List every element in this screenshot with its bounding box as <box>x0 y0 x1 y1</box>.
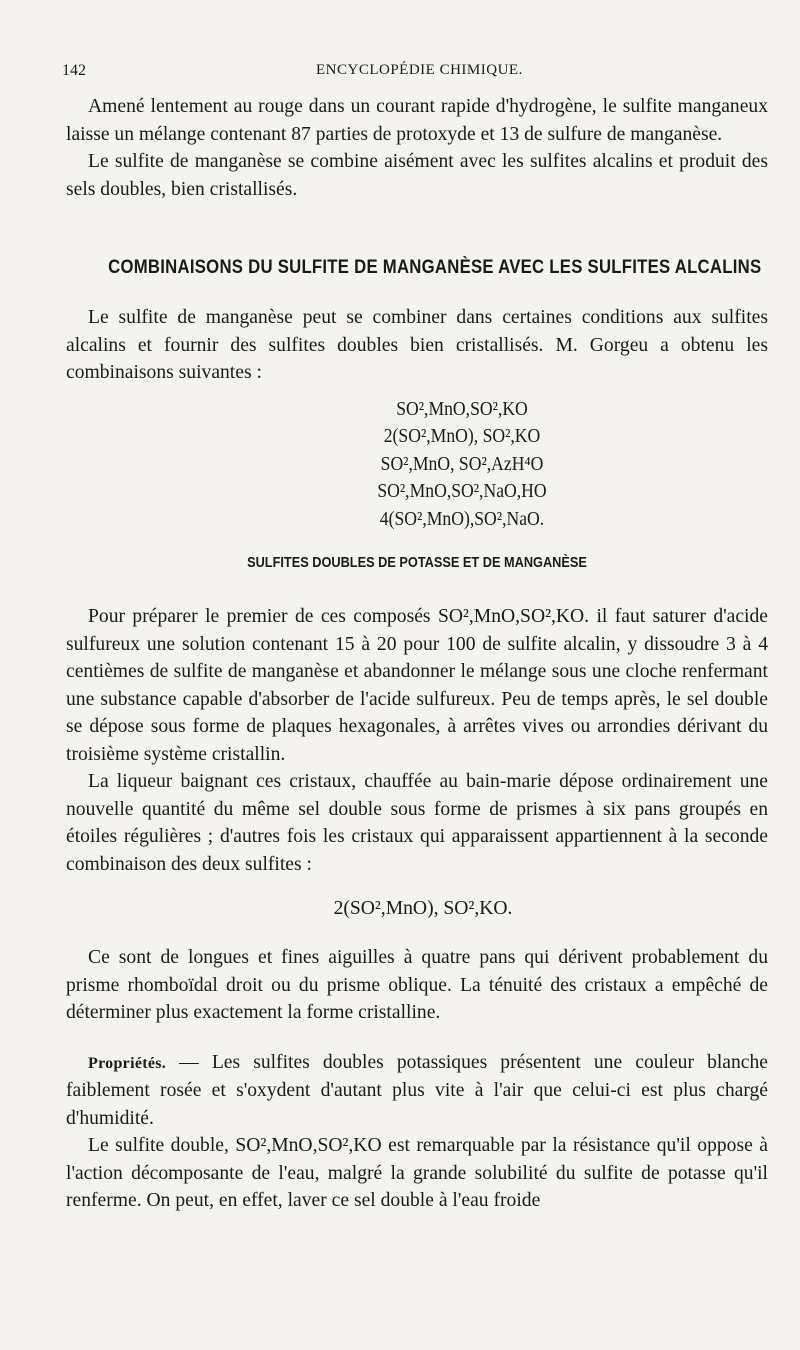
formula-list <box>66 396 768 534</box>
paragraph-double-salts: Le sulfite de manganèse se combine aisément avec les sulfites alcalins et produit des sels doubles, bien cristallisés. <box>66 151 768 200</box>
paragraph-resistance: Le sulfite double, SO²,MnO,SO²,KO est remarquable par la résistance qu'il oppose à l'action décomposante de l'eau, malgré la grande solubilité du sulfite de potasse qu'il renferme. On peut, en effet, laver ce sel double à l'eau froide <box>66 1135 768 1211</box>
paragraph-combinations-intro: Le sulfite de manganèse peut se combiner dans certaines conditions aux sulfites alcalins et fournir des sulfites doubles bien cristallisés. M. Gorgeu a obtenu les combinaisons suivantes : <box>66 307 768 383</box>
properties-text: — Les sulfites doubles potassiques présentent une couleur blanche faiblement rosée et s'oxydent d'autant plus vite à l'air que celui-ci est plus chargé d'humidité. <box>66 1051 768 1129</box>
section-title-potash-manganese: SULFITES DOUBLES DE POTASSE ET DE MANGANÈSE <box>247 554 587 571</box>
paragraph-preparation: Pour préparer le premier de ces composés SO²,MnO,SO²,KO. il faut saturer d'acide sulfureux une solution contenant 15 à 20 pour 100 de sulfite alcalin, y dissoudre 3 à 4 centièmes de sulfite de manganèse et abandonner le mélange sous une cloche renfermant une substance capable d'absorber de l'acide sulfureux. Peu de temps après, le sel double se dépose sous forme de plaques hexagonales, à arrêtes vives ou arrondies dérivant du troisième système cristallin. <box>66 606 768 765</box>
formula-item: SO²,MnO,SO²,NaO,HO <box>377 481 547 502</box>
formula-item: 4(SO²,MnO),SO²,NaO. <box>379 508 545 530</box>
properties-run-in: Propriétés. <box>88 1054 167 1072</box>
formula-item: 2(SO²,MnO), SO²,KO <box>383 426 541 447</box>
formula-item: SO²,MnO,SO²,KO <box>396 398 528 420</box>
page-number: 142 <box>62 62 86 79</box>
formula-item: SO²,MnO, SO²,AzH⁴O <box>380 453 544 475</box>
paragraph-reduction: Amené lentement au rouge dans un courant rapide d'hydrogène, le sulfite manganeux laisse un mélange contenant 87 parties de protoxyde et 13 de sulfure de manganèse. <box>66 96 768 145</box>
paragraph-liquor: La liqueur baignant ces cristaux, chauffée au bain-marie dépose ordinairement une nouvelle quantité du même sel double sous forme de prismes à six pans groupés en étoiles régulières ; d'autres fois les cristaux qui apparaissent appartiennent à la seconde combinaison des deux sulfites : <box>66 771 768 875</box>
paragraph-needles: Ce sont de longues et fines aiguilles à quatre pans qui dérivent probablement du prisme rhomboïdal droit ou du prisme oblique. La ténuité des cristaux a empêché de déterminer plus exactement la forme cristalline. <box>66 947 768 1023</box>
formula-second-combination: 2(SO²,MnO), SO²,KO. <box>333 898 513 919</box>
section-title-combinations: COMBINAISONS DU SULFITE DE MANGANÈSE AVEC LES SULFITES ALCALINS <box>108 257 762 278</box>
page <box>62 58 768 1215</box>
running-title: ENCYCLOPÉDIE CHIMIQUE. <box>316 62 523 78</box>
paragraph-properties <box>66 1049 768 1133</box>
page-header <box>62 58 768 82</box>
